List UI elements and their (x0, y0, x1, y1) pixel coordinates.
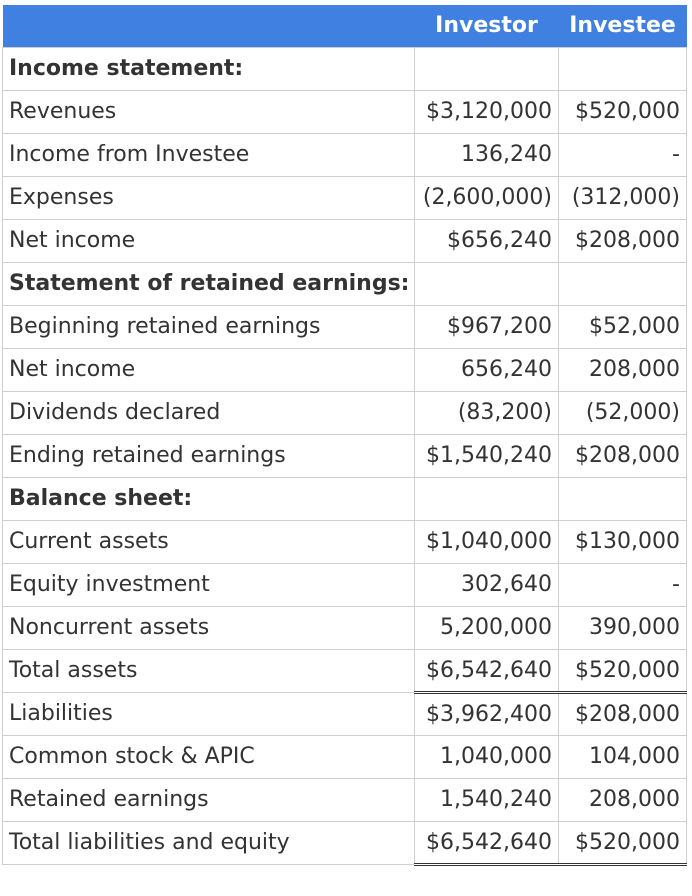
row-label: Net income (3, 219, 415, 262)
row-beginning-retained-earnings (3, 305, 687, 348)
investor-value: $967,200 (415, 305, 559, 348)
investor-value (415, 262, 559, 305)
row-total-liabilities-equity (3, 821, 687, 864)
investee-value: $130,000 (559, 520, 687, 563)
investor-value: 136,240 (415, 133, 559, 176)
section-balance-sheet (3, 477, 687, 520)
header-row (3, 5, 687, 47)
row-noncurrent-assets (3, 606, 687, 649)
investor-value: 302,640 (415, 563, 559, 606)
header-blank-cell (3, 5, 415, 47)
row-label: Total liabilities and equity (3, 821, 415, 864)
row-total-assets (3, 649, 687, 692)
investee-value (559, 47, 687, 90)
row-label: Net income (3, 348, 415, 391)
financial-statements-table (2, 5, 687, 866)
investor-value: 1,040,000 (415, 735, 559, 778)
row-expenses (3, 176, 687, 219)
row-label: Common stock & APIC (3, 735, 415, 778)
investor-value: $3,962,400 (415, 692, 559, 735)
investor-value: 1,540,240 (415, 778, 559, 821)
investee-value: 208,000 (559, 348, 687, 391)
investee-value: $52,000 (559, 305, 687, 348)
investee-value: - (559, 133, 687, 176)
row-income-from-investee (3, 133, 687, 176)
row-label: Beginning retained earnings (3, 305, 415, 348)
investee-value (559, 262, 687, 305)
row-label: Income statement: (3, 47, 415, 90)
investee-value: 390,000 (559, 606, 687, 649)
investee-value: - (559, 563, 687, 606)
investor-value (415, 477, 559, 520)
row-common-stock-apic (3, 735, 687, 778)
investee-value (559, 477, 687, 520)
investor-value: $656,240 (415, 219, 559, 262)
investee-value: (312,000) (559, 176, 687, 219)
investee-value: $520,000 (559, 649, 687, 692)
row-net-income (3, 219, 687, 262)
row-equity-investment (3, 563, 687, 606)
investor-value: $1,040,000 (415, 520, 559, 563)
investor-value: (83,200) (415, 391, 559, 434)
investee-value: 208,000 (559, 778, 687, 821)
header-investor: Investor (415, 5, 559, 47)
investee-value: 104,000 (559, 735, 687, 778)
investor-value (415, 47, 559, 90)
row-label: Balance sheet: (3, 477, 415, 520)
row-label: Liabilities (3, 692, 415, 735)
investee-value: (52,000) (559, 391, 687, 434)
investor-value: $6,542,640 (415, 821, 559, 864)
investee-value: $208,000 (559, 692, 687, 735)
row-label: Dividends declared (3, 391, 415, 434)
row-liabilities (3, 692, 687, 735)
row-label: Retained earnings (3, 778, 415, 821)
section-retained-earnings (3, 262, 687, 305)
investee-value: $520,000 (559, 90, 687, 133)
row-revenues (3, 90, 687, 133)
row-label: Equity investment (3, 563, 415, 606)
investee-value: $208,000 (559, 219, 687, 262)
investor-value: $3,120,000 (415, 90, 559, 133)
section-income-statement (3, 47, 687, 90)
investor-value: 5,200,000 (415, 606, 559, 649)
row-label: Noncurrent assets (3, 606, 415, 649)
header-investee: Investee (559, 5, 687, 47)
row-net-income-re (3, 348, 687, 391)
row-label: Total assets (3, 649, 415, 692)
investor-value: $1,540,240 (415, 434, 559, 477)
row-dividends-declared (3, 391, 687, 434)
investee-value: $520,000 (559, 821, 687, 864)
row-label: Income from Investee (3, 133, 415, 176)
row-label: Revenues (3, 90, 415, 133)
row-label: Statement of retained earnings: (3, 262, 415, 305)
investor-value: 656,240 (415, 348, 559, 391)
investor-value: $6,542,640 (415, 649, 559, 692)
row-label: Current assets (3, 520, 415, 563)
row-label: Expenses (3, 176, 415, 219)
row-label: Ending retained earnings (3, 434, 415, 477)
investee-value: $208,000 (559, 434, 687, 477)
row-current-assets (3, 520, 687, 563)
row-retained-earnings (3, 778, 687, 821)
row-ending-retained-earnings (3, 434, 687, 477)
investor-value: (2,600,000) (415, 176, 559, 219)
